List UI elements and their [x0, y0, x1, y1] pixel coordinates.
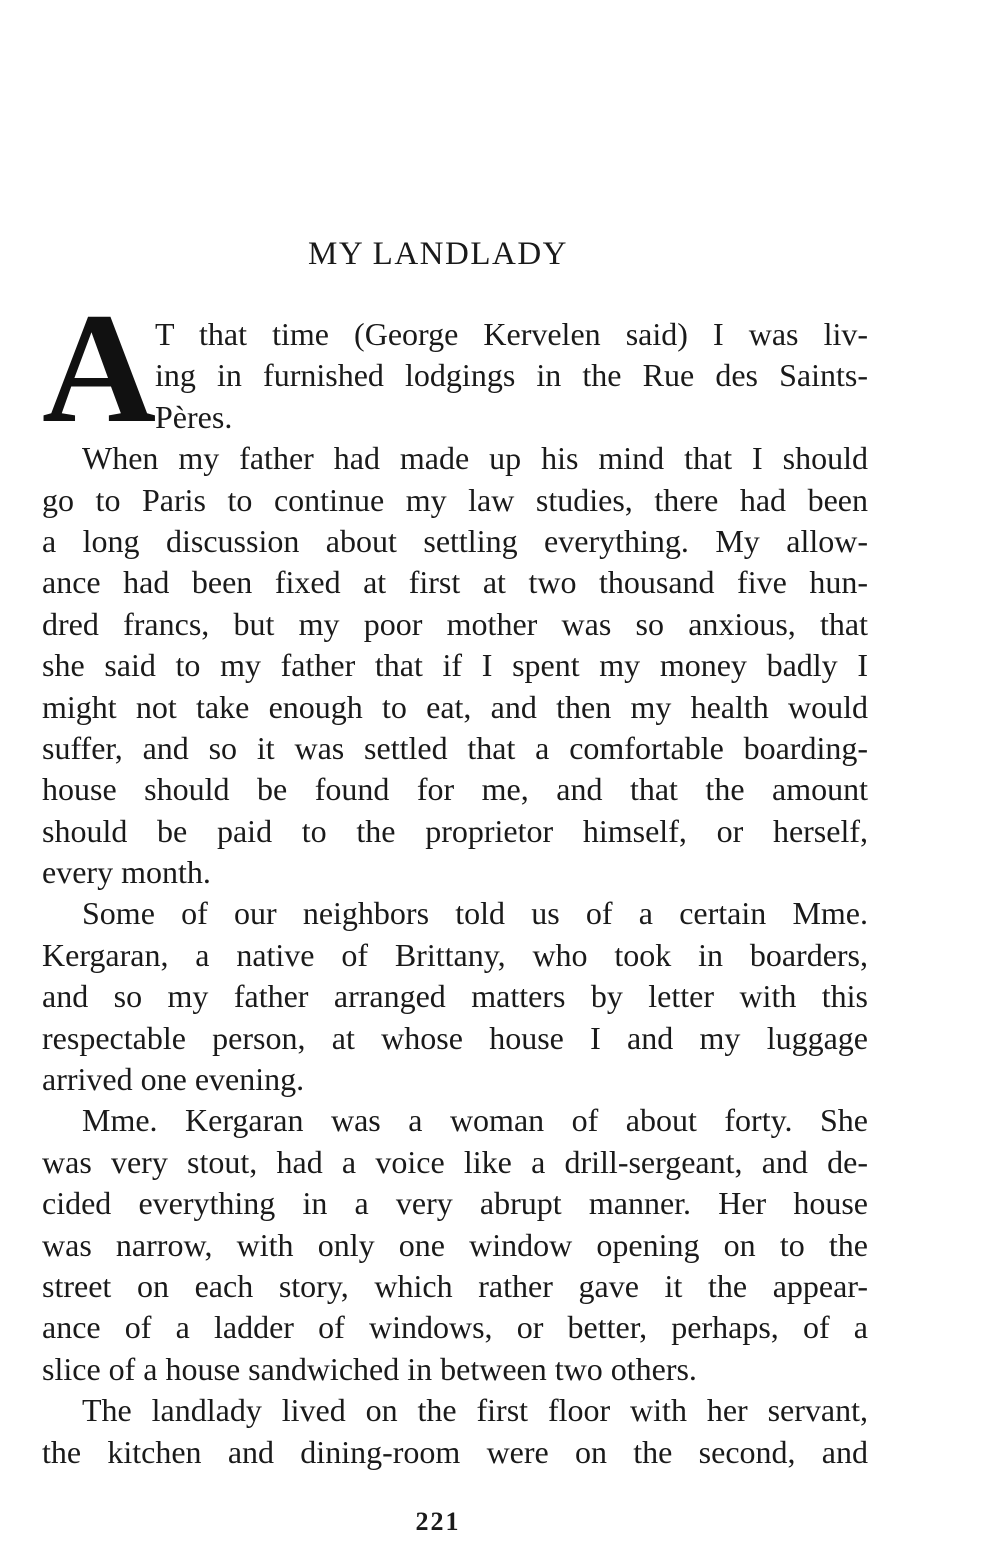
text-line: the kitchen and dining-room were on the second, and — [42, 1433, 868, 1470]
drop-cap: A — [42, 281, 157, 456]
text-line: was very stout, had a voice like a drill-sergeant, and de- — [42, 1143, 868, 1180]
chapter-title: MY LANDLADY — [307, 236, 568, 272]
text-line: arrived one evening. — [42, 1061, 305, 1098]
text-line: slice of a house sandwiched in between two others. — [42, 1350, 697, 1387]
text-line: Some of our neighbors told us of a certain Mme. — [82, 895, 868, 932]
text-line: ance of a ladder of windows, or better, perhaps, of a — [42, 1309, 868, 1346]
text-line: and so my father arranged matters by letter with this — [42, 978, 868, 1015]
text-line: Kergaran, a native of Brittany, who took in boarders, — [42, 936, 868, 973]
text-line: a long discussion about settling everything. My allow- — [42, 522, 868, 559]
text-line: go to Paris to continue my law studies, there had been — [42, 481, 868, 518]
text-line: Mme. Kergaran was a woman of about forty. She — [82, 1102, 868, 1139]
text-line: every month. — [42, 854, 211, 891]
text-line: respectable person, at whose house I and my luggage — [42, 1019, 868, 1056]
page-number: 221 — [415, 1507, 461, 1536]
text-line: house should be found for me, and that the amount — [42, 771, 868, 808]
text-line: When my father had made up his mind that I should — [82, 440, 868, 477]
text-line: might not take enough to eat, and then my health would — [42, 688, 868, 725]
text-line: Pères. — [155, 398, 233, 435]
text-line: dred francs, but my poor mother was so anxious, that — [42, 605, 868, 642]
text-line: The landlady lived on the first floor with her servant, — [82, 1392, 868, 1429]
text-line: she said to my father that if I spent my money badly I — [42, 647, 868, 684]
text-line: ance had been fixed at first at two thousand five hun- — [42, 564, 868, 601]
text-line: should be paid to the proprietor himself, or herself, — [42, 812, 868, 849]
text-line: suffer, and so it was settled that a comfortable boarding- — [42, 729, 868, 766]
text-line: was narrow, with only one window opening on to the — [42, 1226, 868, 1263]
body-text — [42, 314, 868, 1473]
text-line: cided everything in a very abrupt manner. Her house — [42, 1185, 868, 1222]
text-line: T that time (George Kervelen said) I was liv- — [155, 316, 868, 352]
text-line: street on each story, which rather gave it the appear- — [42, 1267, 868, 1304]
text-line: ing in furnished lodgings in the Rue des Saints- — [155, 357, 868, 394]
